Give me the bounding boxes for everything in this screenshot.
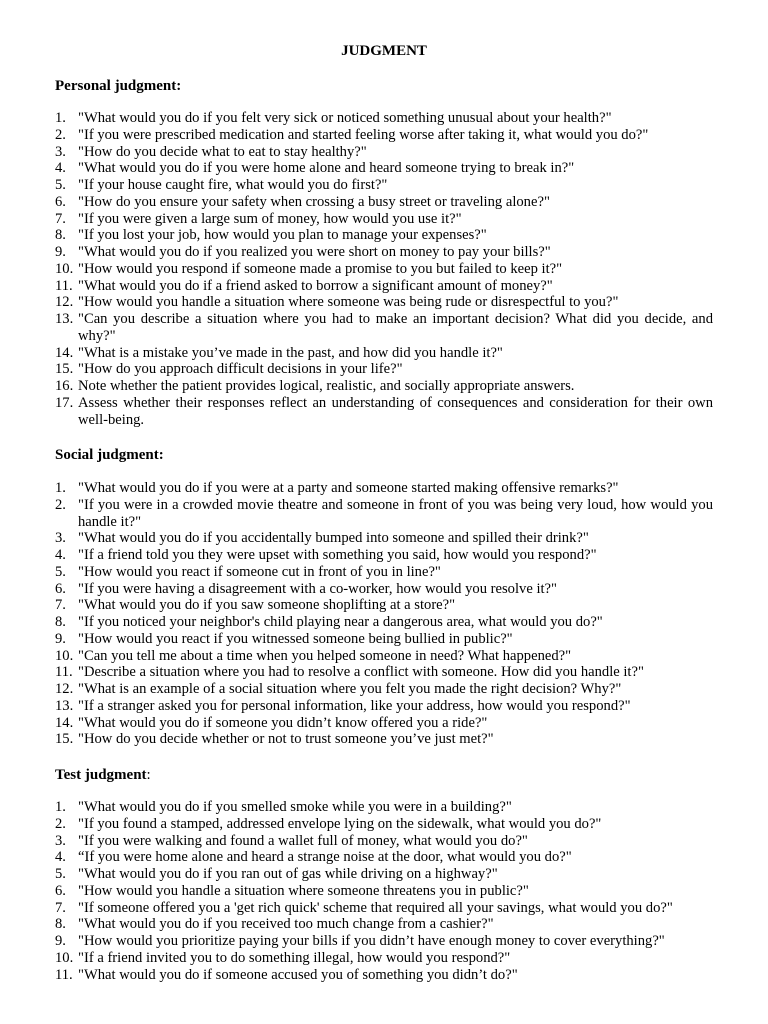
- item-text: "How would you react if you witnessed someone being bullied in public?": [78, 630, 513, 647]
- list-item: [55, 967, 713, 984]
- list-item: [55, 564, 713, 581]
- item-number: 11.: [55, 664, 73, 681]
- list-item: [55, 916, 713, 933]
- item-number: 12.: [55, 681, 74, 697]
- list-item: [55, 900, 713, 917]
- list-item: [55, 866, 713, 883]
- list-item: [55, 361, 713, 378]
- list-item: [55, 597, 713, 614]
- list-item: [55, 244, 713, 261]
- list-item: [55, 227, 713, 244]
- list-item: [55, 378, 713, 395]
- list-item: [55, 345, 713, 362]
- list-item: [55, 816, 713, 833]
- item-text: "How do you decide whether or not to trust someone you’ve just met?": [78, 731, 494, 748]
- item-number: 10.: [55, 647, 74, 664]
- list-item: [55, 664, 713, 681]
- list-item: [55, 547, 713, 564]
- item-number: 15.: [55, 731, 74, 748]
- item-text: "What would you do if you felt very sick or noticed something unusual about your health?": [78, 110, 612, 126]
- item-text: "What would you do if you ran out of gas while driving on a highway?": [78, 866, 498, 882]
- item-text: "What is a mistake you’ve made in the past, and how did you handle it?": [78, 344, 503, 361]
- list-item: [55, 631, 713, 648]
- item-number: 3.: [55, 530, 66, 547]
- item-text: "Can you tell me about a time when you helped someone in need? What happened?": [78, 647, 572, 664]
- item-text: "If a friend invited you to do something illegal, how would you respond?": [78, 949, 511, 966]
- item-number: 2.: [55, 126, 66, 143]
- item-number: 1.: [55, 799, 66, 815]
- item-text: "What would you do if a friend asked to borrow a significant amount of money?": [78, 277, 553, 294]
- item-number: 10.: [55, 949, 74, 966]
- section-heading-text: Test judgment: [55, 767, 147, 783]
- item-text: Assess whether their responses reflect an understanding of consequences and consideration for their own well-being.: [78, 394, 713, 428]
- list-item: [55, 715, 713, 732]
- item-number: 3.: [55, 832, 66, 849]
- item-text: "If you noticed your neighbor's child playing near a dangerous area, what would you do?": [78, 614, 603, 630]
- section-heading-personal: [55, 78, 181, 95]
- document-title: JUDGMENT: [341, 43, 427, 59]
- list-item: [55, 614, 713, 631]
- item-text: "What would you do if you smelled smoke while you were in a building?": [78, 799, 512, 815]
- list-item: [55, 833, 713, 850]
- list-item: [55, 698, 713, 715]
- item-text: "How do you approach difficult decisions in your life?": [78, 361, 403, 378]
- item-text: "What would you do if you accidentally bumped into someone and spilled their drink?": [78, 530, 589, 547]
- item-text: "What would you do if you saw someone shoplifting at a store?": [78, 597, 456, 614]
- item-text: "What is an example of a social situation where you felt you made the right decision? Why?": [78, 681, 622, 697]
- item-number: 14.: [55, 344, 74, 361]
- item-number: 7.: [55, 597, 66, 614]
- section-heading-text: Social judgment:: [55, 447, 164, 463]
- item-text: "What would you do if you were at a party and someone started making offensive remarks?": [78, 480, 619, 496]
- list-item: [55, 194, 713, 211]
- item-text: "What would you do if someone accused you of something you didn’t do?": [78, 966, 518, 983]
- item-text: "How would you handle a situation where someone threatens you in public?": [78, 882, 529, 899]
- list-item: [55, 497, 713, 531]
- list-item: [55, 144, 713, 161]
- item-number: 5.: [55, 866, 66, 882]
- item-number: 1.: [55, 110, 66, 126]
- test-judgment-list: [55, 799, 713, 983]
- item-text: "If you found a stamped, addressed envelope lying on the sidewalk, what would you do?": [78, 815, 602, 832]
- list-item: [55, 294, 713, 311]
- item-number: 13.: [55, 311, 74, 327]
- item-text: "If you were prescribed medication and started feeling worse after taking it, what would you do?": [78, 126, 649, 143]
- list-item: [55, 395, 713, 429]
- item-number: 11.: [55, 277, 73, 294]
- item-number: 9.: [55, 933, 66, 949]
- item-number: 6.: [55, 193, 66, 210]
- item-text: "If you were given a large sum of money, how would you use it?": [78, 210, 462, 227]
- list-item: [55, 311, 713, 345]
- item-number: 2.: [55, 496, 66, 513]
- list-item: [55, 177, 713, 194]
- item-number: 10.: [55, 260, 74, 277]
- social-judgment-list: [55, 480, 713, 748]
- item-number: 5.: [55, 177, 66, 193]
- section-heading-social: [55, 447, 164, 464]
- item-text: Note whether the patient provides logical, realistic, and socially appropriate answers.: [78, 378, 575, 394]
- item-number: 4.: [55, 849, 66, 866]
- list-item: [55, 950, 713, 967]
- list-item: [55, 849, 713, 866]
- section-heading-suffix: :: [146, 767, 151, 783]
- item-text: "If a friend told you they were upset with something you said, how would you respond?": [78, 547, 597, 563]
- item-text: "Describe a situation where you had to resolve a conflict with someone. How did you handle it?": [78, 664, 644, 681]
- list-item: [55, 480, 713, 497]
- list-item: [55, 648, 713, 665]
- list-item: [55, 933, 713, 950]
- item-text: "If your house caught fire, what would you do first?": [78, 177, 388, 193]
- item-number: 14.: [55, 714, 74, 731]
- item-number: 4.: [55, 160, 66, 177]
- item-text: "If you were having a disagreement with a co-worker, how would you resolve it?": [78, 580, 557, 597]
- item-text: "If you were in a crowded movie theatre and someone in front of you was being very loud, how would you handle it?": [78, 496, 713, 530]
- item-number: 8.: [55, 614, 66, 630]
- item-number: 2.: [55, 815, 66, 832]
- item-number: 8.: [55, 916, 66, 933]
- item-number: 8.: [55, 227, 66, 244]
- item-number: 7.: [55, 899, 66, 916]
- list-item: [55, 581, 713, 598]
- item-text: "How do you ensure your safety when crossing a busy street or traveling alone?": [78, 193, 550, 210]
- list-item: [55, 127, 713, 144]
- item-text: "How would you handle a situation where someone was being rude or disrespectful to you?": [78, 294, 619, 311]
- item-text: "How do you decide what to eat to stay healthy?": [78, 143, 367, 160]
- list-item: [55, 278, 713, 295]
- list-item: [55, 883, 713, 900]
- item-text: "If you lost your job, how would you plan to manage your expenses?": [78, 227, 487, 244]
- item-text: "If a stranger asked you for personal information, like your address, how would you respond?": [78, 697, 631, 714]
- item-number: 6.: [55, 580, 66, 597]
- item-text: "How would you prioritize paying your bills if you didn’t have enough money to cover everything?": [78, 933, 665, 949]
- item-text: "What would you do if you realized you were short on money to pay your bills?": [78, 244, 551, 260]
- item-text: "What would you do if you received too much change from a cashier?": [78, 916, 494, 933]
- list-item: [55, 110, 713, 127]
- item-number: 7.: [55, 210, 66, 227]
- item-number: 9.: [55, 244, 66, 260]
- item-number: 15.: [55, 361, 74, 378]
- list-item: [55, 681, 713, 698]
- section-heading-test: [55, 767, 151, 784]
- item-number: 16.: [55, 378, 74, 394]
- item-number: 3.: [55, 143, 66, 160]
- section-heading-text: Personal judgment:: [55, 78, 182, 94]
- item-number: 1.: [55, 480, 66, 496]
- personal-judgment-list: [55, 110, 713, 428]
- item-text: “If you were home alone and heard a strange noise at the door, what would you do?": [78, 849, 572, 866]
- item-number: 13.: [55, 697, 74, 714]
- item-number: 6.: [55, 882, 66, 899]
- item-number: 12.: [55, 294, 74, 311]
- item-number: 17.: [55, 394, 74, 411]
- list-item: [55, 160, 713, 177]
- item-text: "What would you do if you were home alone and heard someone trying to break in?": [78, 160, 575, 177]
- item-text: "If you were walking and found a wallet full of money, what would you do?": [78, 832, 528, 849]
- item-text: "How would you react if someone cut in front of you in line?": [78, 563, 441, 580]
- list-item: [55, 530, 713, 547]
- item-text: "Can you describe a situation where you had to make an important decision? What did you decide, and why?": [78, 311, 713, 344]
- item-number: 5.: [55, 563, 66, 580]
- item-text: "What would you do if someone you didn’t know offered you a ride?": [78, 714, 488, 731]
- item-text: "How would you respond if someone made a promise to you but failed to keep it?": [78, 260, 563, 277]
- item-number: 11.: [55, 966, 73, 983]
- list-item: [55, 261, 713, 278]
- item-number: 4.: [55, 547, 66, 563]
- list-item: [55, 799, 713, 816]
- item-text: "If someone offered you a 'get rich quick' scheme that required all your savings, what would you do?": [78, 899, 673, 916]
- list-item: [55, 211, 713, 228]
- item-number: 9.: [55, 630, 66, 647]
- list-item: [55, 731, 713, 748]
